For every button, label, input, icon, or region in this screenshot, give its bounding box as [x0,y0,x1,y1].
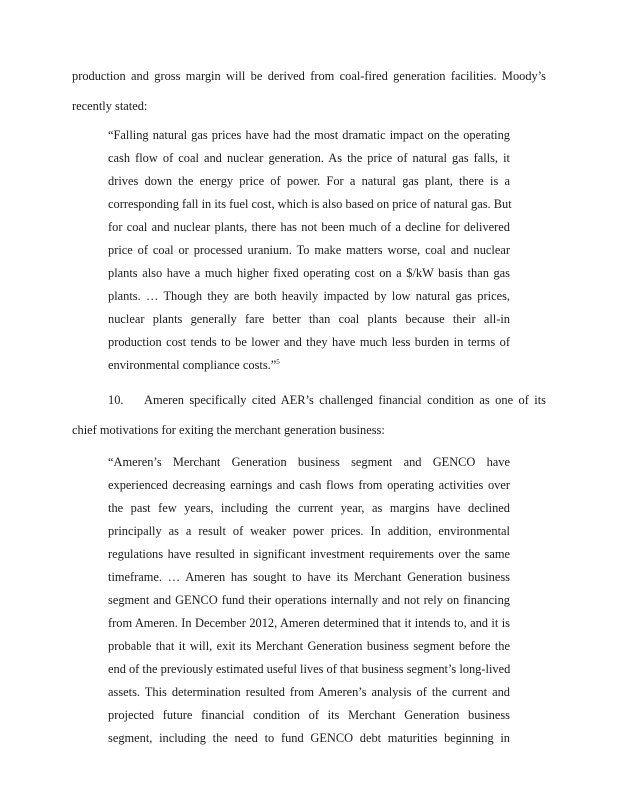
quote1-line-11 [108,359,280,371]
quote2-line-6: timeframe. … Ameren has sought to have its Merchant Generation business [108,570,510,584]
quote2-line-7: segment and GENCO fund their operations internally and not rely on financing [108,593,510,607]
quote2-line-3: the past few years, including the current year, as margins have declined [108,501,510,515]
quote2-line-9: probable that it will, exit its Merchant Generation business segment before the [108,639,510,653]
quote1-line-1: “Falling natural gas prices have had the most dramatic impact on the operating [108,128,510,142]
quote1-line-6: price of coal or processed uranium. To make matters worse, coal and nuclear [108,243,510,257]
quote2-line-4: principally as a result of weaker power prices. In addition, environmental [108,524,510,538]
quote1-line-4: corresponding fall in its fuel cost, which is also based on price of natural gas. But [108,197,512,211]
intro-line-2: recently stated: [72,99,148,113]
quote1-line-2: cash flow of coal and nuclear generation. As the price of natural gas falls, it [108,151,510,165]
quote2-line-12: projected future financial condition of its Merchant Generation business [108,708,510,722]
quote2-line-2: experienced decreasing earnings and cash flows from operating activities over [108,478,510,492]
quote2-line-13: segment, including the need to fund GENCO debt maturities beginning in [108,731,510,745]
quote1-line-8: plants. … Though they are both heavily impacted by low natural gas prices, [108,289,510,303]
quote1-line-7: plants also have a much higher fixed operating cost on a $/kW basis than gas [108,266,510,280]
paragraph-number: 10. [108,393,124,407]
para10-line-2: chief motivations for exiting the merchant generation business: [72,423,385,437]
quote2-line-5: regulations have resulted in significant investment requirements over the same [108,547,510,561]
quote1-line-9: nuclear plants generally fare better than coal plants because their all-in [108,312,510,326]
footnote-reference: 5 [276,357,280,366]
quote1-line-11-text: environmental compliance costs.” [108,358,277,372]
quote2-line-8: from Ameren. In December 2012, Ameren determined that it intends to, and it is [108,616,510,630]
quote1-line-5: for coal and nuclear plants, there has not been much of a decline for delivered [108,220,510,234]
intro-line-1: production and gross margin will be derived from coal-fired generation facilities. Moody’s [72,69,546,83]
quote1-line-3: drives down the energy price of power. For a natural gas plant, there is a [108,174,510,188]
quote2-line-1: “Ameren’s Merchant Generation business segment and GENCO have [108,455,510,469]
para10-line-1: Ameren specifically cited AER’s challenged financial condition as one of its [144,393,546,407]
quote1-line-10: production cost tends to be lower and they have much less burden in terms of [108,335,510,349]
quote2-line-10: end of the previously estimated useful lives of that business segment’s long-lived [108,662,511,676]
quote2-line-11: assets. This determination resulted from Ameren’s analysis of the current and [108,685,510,699]
